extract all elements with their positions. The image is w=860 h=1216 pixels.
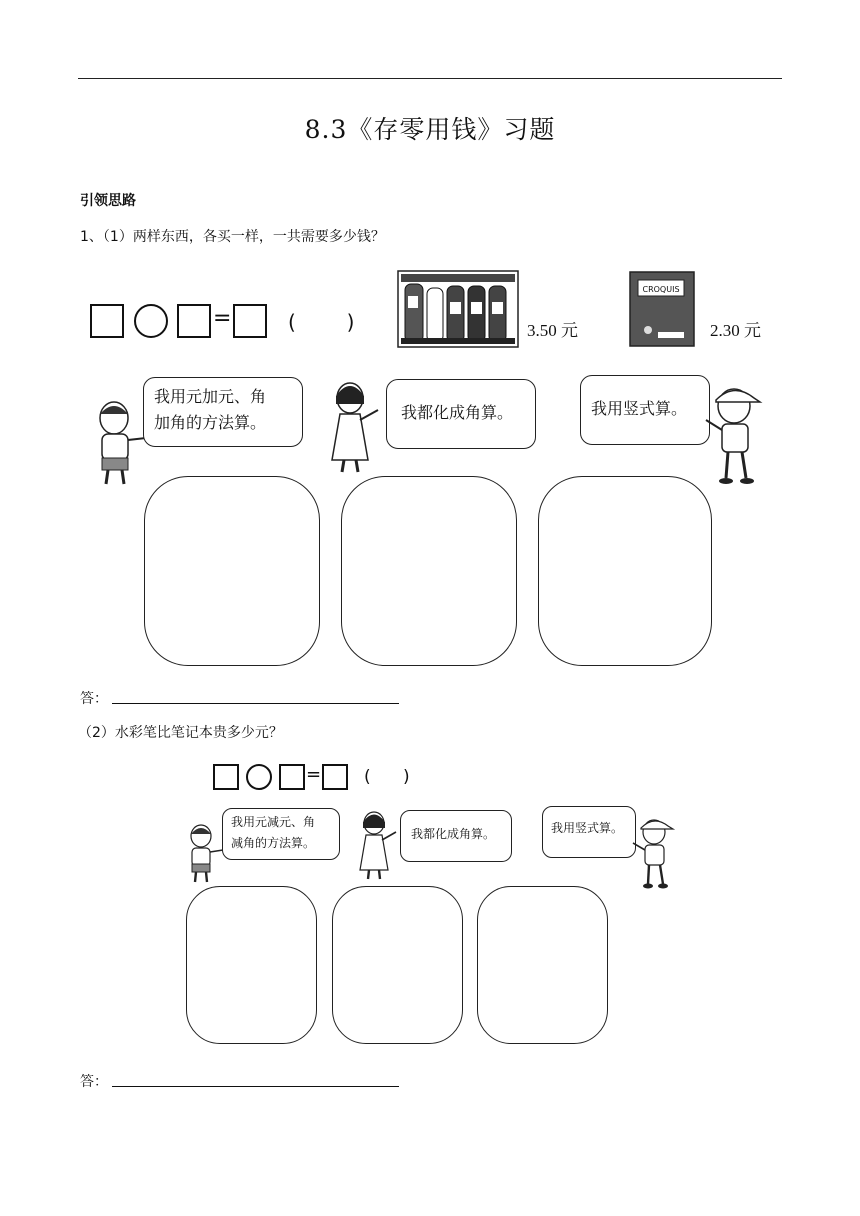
girl-character-small-icon bbox=[356, 810, 400, 880]
q2-unit-paren[interactable]: ( ) bbox=[364, 767, 410, 787]
q2-answer-line[interactable] bbox=[112, 1086, 399, 1087]
q1-result-box[interactable] bbox=[233, 304, 267, 338]
cap-boy-character-small-icon bbox=[628, 814, 676, 890]
q2-answer-label: 答： bbox=[80, 1074, 108, 1090]
girl-character-icon bbox=[326, 380, 384, 474]
q2-result-box[interactable] bbox=[322, 764, 348, 790]
q1-operator-circle[interactable] bbox=[134, 304, 168, 338]
q2-bubble-1-line1: 我用元减元、角 bbox=[231, 815, 316, 829]
cap-boy-character-icon bbox=[700, 380, 764, 486]
marker-price: 3.50 元 bbox=[527, 321, 578, 340]
q2-bubble-vertical: 我用竖式算。 bbox=[542, 806, 636, 858]
q1-equals-sign: = bbox=[213, 306, 232, 331]
q2-equals-sign: = bbox=[306, 764, 322, 785]
q1-bubble-1-line2: 加角的方法算。 bbox=[154, 413, 267, 432]
header-rule bbox=[78, 78, 782, 79]
notebook-price: 2.30 元 bbox=[710, 321, 761, 340]
q2-work-area-3[interactable] bbox=[477, 886, 608, 1044]
svg-text:CROQUIS: CROQUIS bbox=[642, 285, 680, 294]
q2-bubble-convert-jiao: 我都化成角算。 bbox=[400, 810, 512, 862]
q1-bubble-convert-jiao: 我都化成角算。 bbox=[386, 379, 536, 449]
page-title: 8.3《存零用钱》习题 bbox=[304, 115, 556, 144]
q1-work-area-3[interactable] bbox=[538, 476, 712, 666]
q1-unit-paren[interactable]: ( ) bbox=[288, 310, 355, 334]
q2-blank-box-2[interactable] bbox=[279, 764, 305, 790]
q1-answer-line[interactable] bbox=[112, 703, 399, 704]
q1-work-area-1[interactable] bbox=[144, 476, 320, 666]
notebook-icon bbox=[628, 270, 696, 348]
q1-answer-label: 答： bbox=[80, 691, 108, 707]
boy-character-small-icon bbox=[186, 824, 226, 884]
q2-operator-circle[interactable] bbox=[246, 764, 272, 790]
q1-blank-box-1[interactable] bbox=[90, 304, 124, 338]
q1-bubble-vertical: 我用竖式算。 bbox=[580, 375, 710, 445]
q1-bubble-add-method bbox=[143, 377, 303, 447]
q2-work-area-2[interactable] bbox=[332, 886, 463, 1044]
q1-bubble-1-line1: 我用元加元、角 bbox=[154, 387, 267, 406]
q2-work-area-1[interactable] bbox=[186, 886, 317, 1044]
section-heading: 引领思路 bbox=[80, 193, 136, 209]
q2-prompt: （2）水彩笔比笔记本贵多少元？ bbox=[78, 725, 283, 741]
q2-blank-box-1[interactable] bbox=[213, 764, 239, 790]
q1-prompt: 1、（1）两样东西，各买一样，一共需要多少钱？ bbox=[80, 229, 385, 245]
q2-bubble-subtract-method bbox=[222, 808, 340, 860]
marker-set-icon bbox=[397, 270, 519, 348]
q1-work-area-2[interactable] bbox=[341, 476, 517, 666]
q1-blank-box-2[interactable] bbox=[177, 304, 211, 338]
q2-bubble-1-line2: 减角的方法算。 bbox=[231, 836, 316, 850]
